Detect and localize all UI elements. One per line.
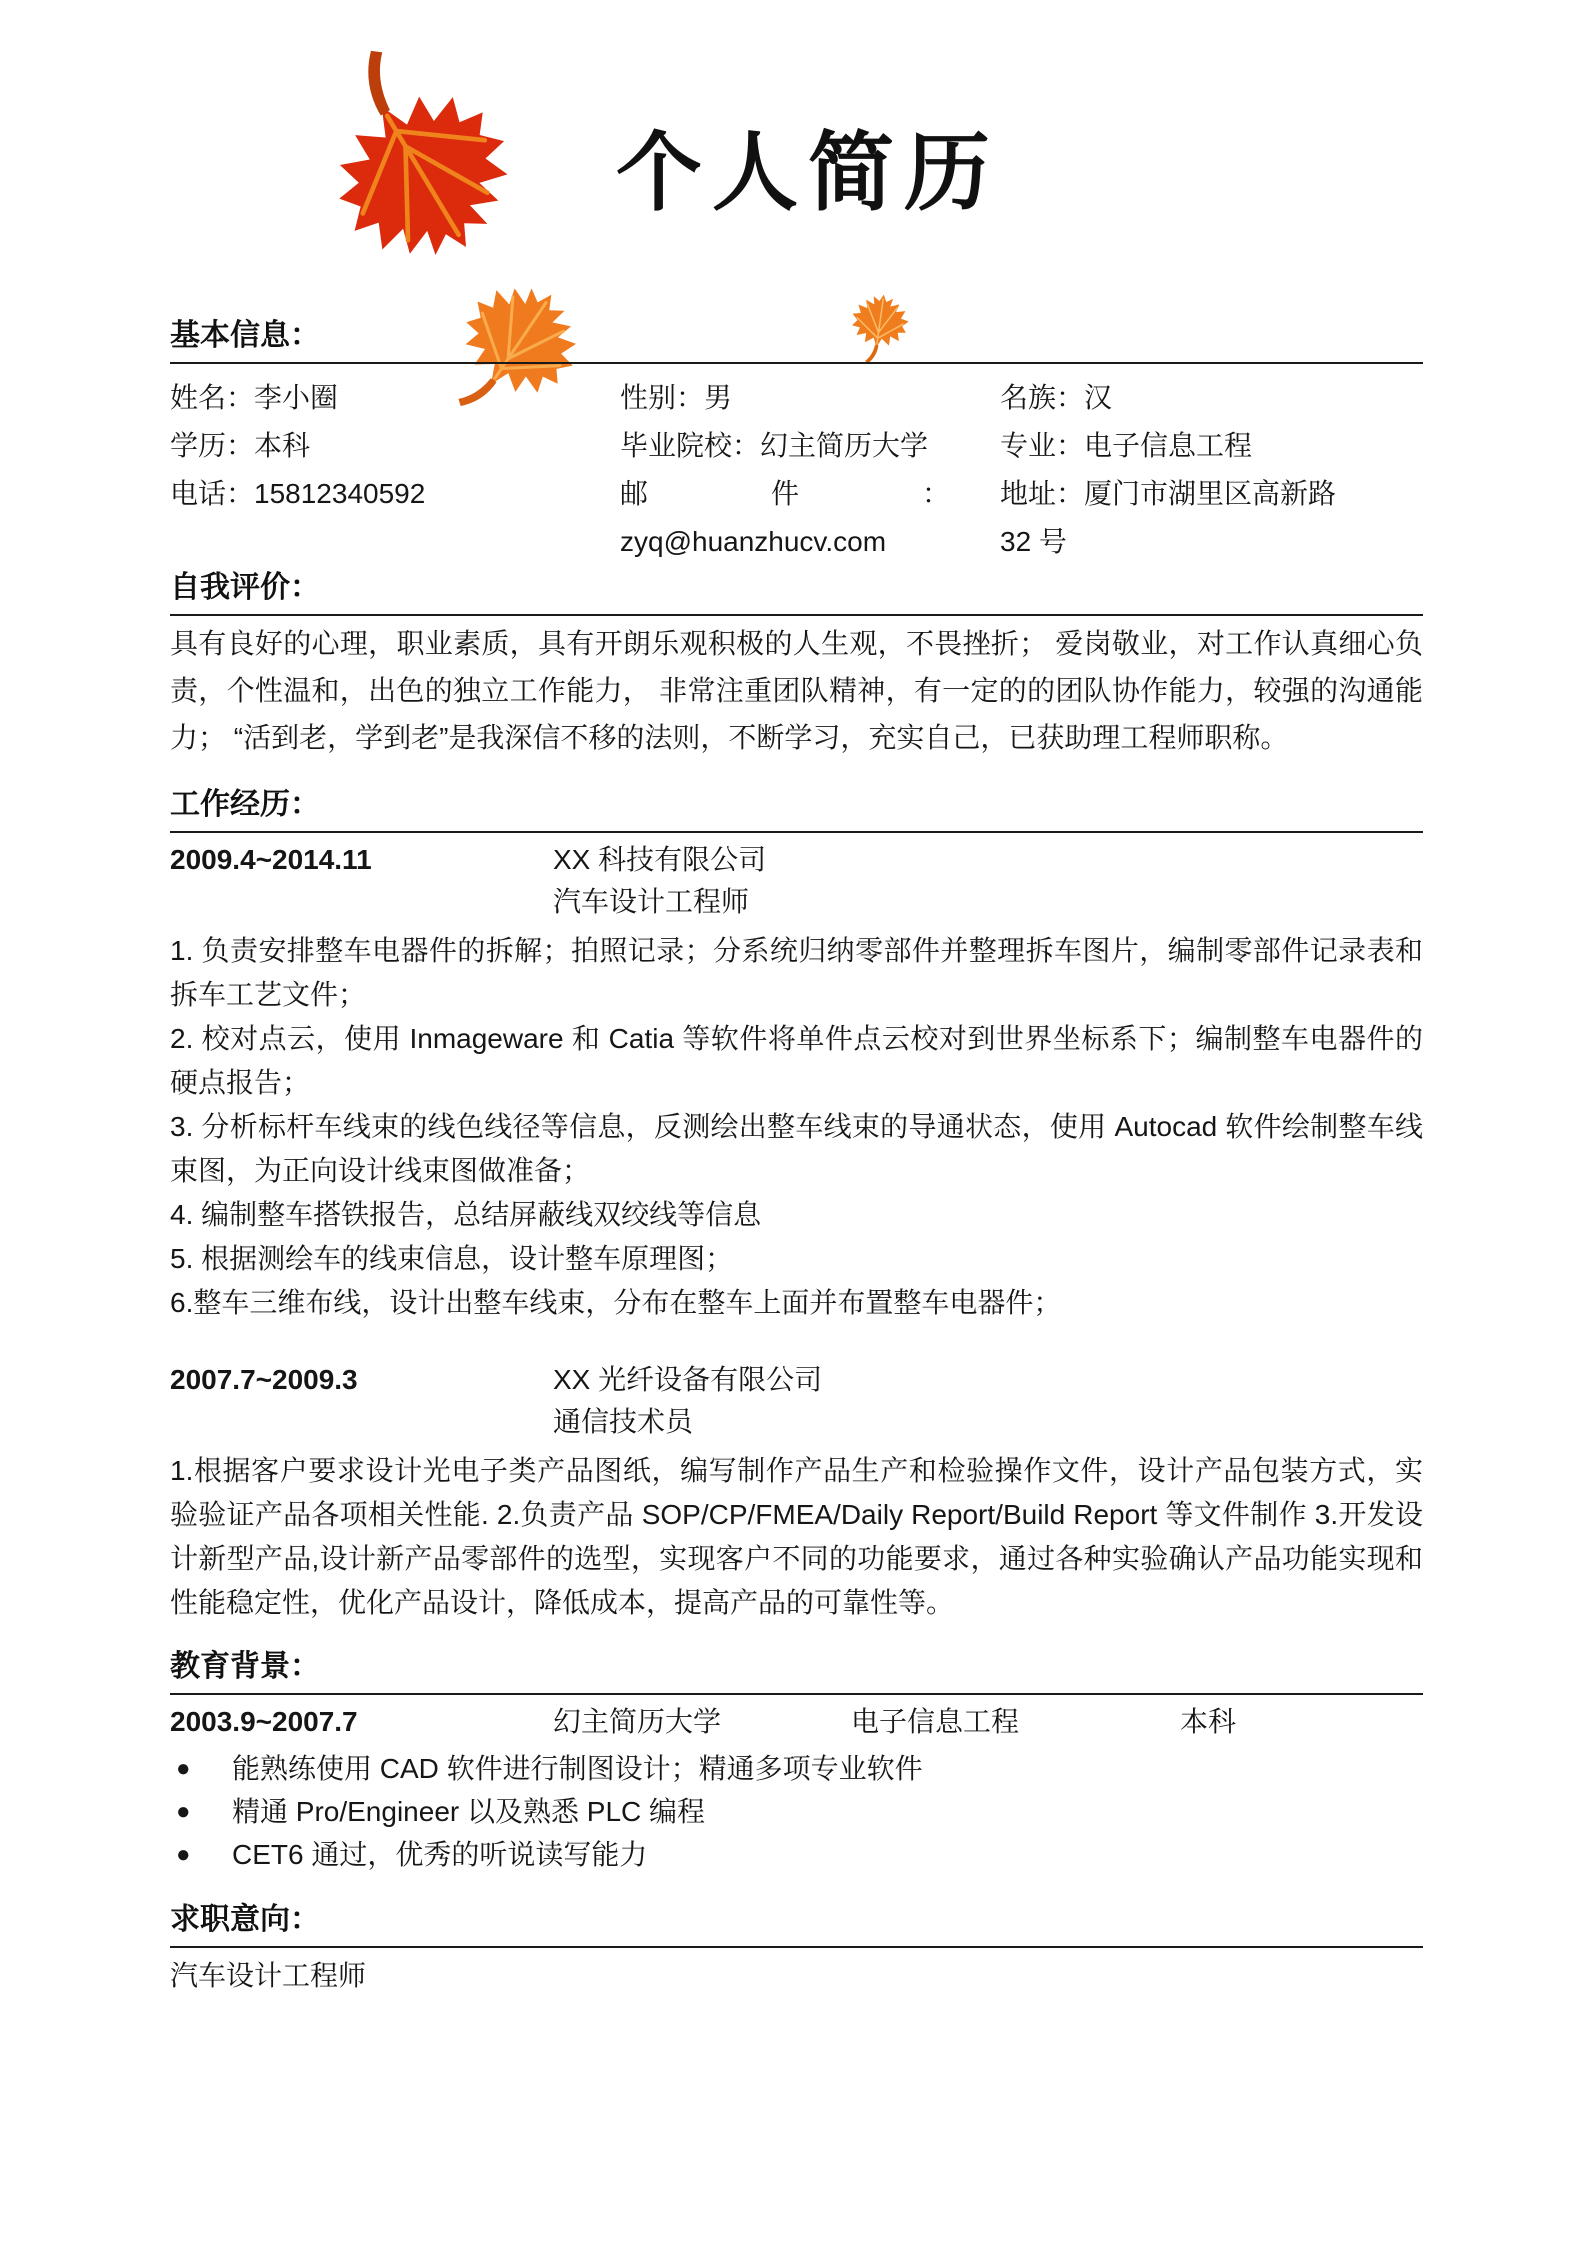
field-ethnicity-value: 汉 [1084,382,1113,413]
self-evaluation-text: 具有良好的心理，职业素质，具有开朗乐观积极的人生观，不畏挫折； 爱岗敬业，对工作认真细心负责，个性温和，出色的独立工作能力， 非常注重团队精神，有一定的的团队协作能力，较强的沟通能力； “活到老，学到老”是我深信不移的法则，不断学习，充实自己，已获助理工程师职称。 [170,628,1423,753]
basic-info-table [170,374,1423,566]
job-1-detail-item: 6.整车三维布线，设计出整车线束，分布在整车上面并布置整车电器件； [170,1287,1062,1318]
section-heading-basic-info: 基本信息： [170,318,1423,364]
field-email [620,470,1000,566]
field-address-value: 厦门市湖里区高新路 32 号 [1000,478,1337,557]
job-2-period: 2007.7~2009.3 [170,1364,358,1395]
field-ethnicity [1000,374,1423,422]
field-gender [620,374,1000,422]
field-degree-label: 学历： [170,430,255,461]
job-2-detail-item: 1.根据客户要求设计光电子类产品图纸，编写制作产品生产和检验操作文件，设计产品包装方式，实验验证产品各项相关性能. 2.负责产品 SOP/CP/FMEA/Daily Report/Build Report 等文件制作 3.开发设计新型产品,设计新产品零部件的选型，实现客户不同的功能要求，通过各种实验确认产品功能实现和性能稳定性，优化产品设计，降低成本，提高产品的可靠性等。 [170,1455,1423,1618]
education-major: 电子信息工程 [851,1706,1020,1737]
field-major-value: 电子信息工程 [1084,430,1253,461]
field-name [170,374,620,422]
job-entry-2 [170,1359,1423,1625]
job-1-role: 汽车设计工程师 [553,886,750,917]
objective-value: 汽车设计工程师 [170,1960,367,1991]
job-entry-1 [170,839,1423,1325]
section-heading-education: 教育背景： [170,1649,1423,1695]
education-bullet-text: CET6 通过，优秀的听说读写能力 [232,1839,648,1870]
education-bullets [170,1747,1423,1876]
education-row [170,1701,1423,1743]
job-1-details [170,929,1423,1325]
education-bullet-item [170,1790,1423,1833]
section-heading-self-evaluation: 自我评价： [170,570,1423,616]
education-bullet-text: 精通 Pro/Engineer 以及熟悉 PLC 编程 [232,1796,706,1827]
resume-content [170,0,1423,1996]
section-heading-objective: 求职意向： [170,1902,1423,1948]
education-bullet-text: 能熟练使用 CAD 软件进行制图设计；精通多项专业软件 [232,1753,923,1784]
field-school-value: 幻主简历大学 [760,430,929,461]
field-school [620,422,1000,470]
job-1-detail-item: 5. 根据测绘车的线束信息，设计整车原理图； [170,1243,734,1274]
field-phone-value: 15812340592 [254,478,426,509]
basic-info-row-3 [170,470,1423,566]
education-bullet-item [170,1833,1423,1876]
bullet-icon: ● [176,1841,191,1868]
field-ethnicity-label: 名族： [1000,382,1085,413]
bullet-icon: ● [176,1755,191,1782]
job-1-company: XX 科技有限公司 [553,844,767,875]
job-2-role: 通信技术员 [553,1406,694,1437]
field-school-label: 毕业院校： [620,430,761,461]
job-2-header [170,1359,1423,1401]
field-email-value: zyq@huanzhucv.com [620,526,887,557]
field-address-label: 地址： [1000,478,1085,509]
education-bullet-item [170,1747,1423,1790]
job-1-detail-item: 1. 负责安排整车电器件的拆解；拍照记录；分系统归纳零部件并整理拆车图片，编制零部件记录表和拆车工艺文件； [170,935,1423,1010]
job-2-details [170,1449,1423,1625]
field-gender-value: 男 [704,382,733,413]
job-1-header [170,839,1423,881]
job-1-detail-item: 4. 编制整车搭铁报告，总结屏蔽线双绞线等信息 [170,1199,762,1230]
field-degree [170,422,620,470]
field-name-value: 李小圈 [254,382,339,413]
field-phone [170,470,620,566]
job-2-company: XX 光纤设备有限公司 [553,1364,823,1395]
field-degree-value: 本科 [254,430,311,461]
job-1-detail-item: 2. 校对点云，使用 Inmageware 和 Catia 等软件将单件点云校对到世界坐标系下；编制整车电器件的硬点报告； [170,1023,1423,1098]
field-address [1000,470,1423,566]
field-gender-label: 性别： [620,382,705,413]
section-heading-work-experience: 工作经历： [170,787,1423,833]
basic-info-row-2 [170,422,1423,470]
page-title: 个人简历 [616,125,1000,221]
field-major-label: 专业： [1000,430,1085,461]
basic-info-row-1 [170,374,1423,422]
education-period: 2003.9~2007.7 [170,1706,358,1737]
field-major [1000,422,1423,470]
field-phone-label: 电话： [170,478,255,509]
bullet-icon: ● [176,1798,191,1825]
job-1-detail-item: 3. 分析标杆车线束的线色线径等信息，反测绘出整车线束的导通状态，使用 Autocad 软件绘制整车线束图，为正向设计线束图做准备； [170,1111,1423,1186]
education-school: 幻主简历大学 [553,1706,722,1737]
field-email-label: 邮 件 ： [620,478,950,509]
education-degree: 本科 [1180,1706,1237,1737]
field-name-label: 姓名： [170,382,255,413]
job-1-period: 2009.4~2014.11 [170,844,372,875]
